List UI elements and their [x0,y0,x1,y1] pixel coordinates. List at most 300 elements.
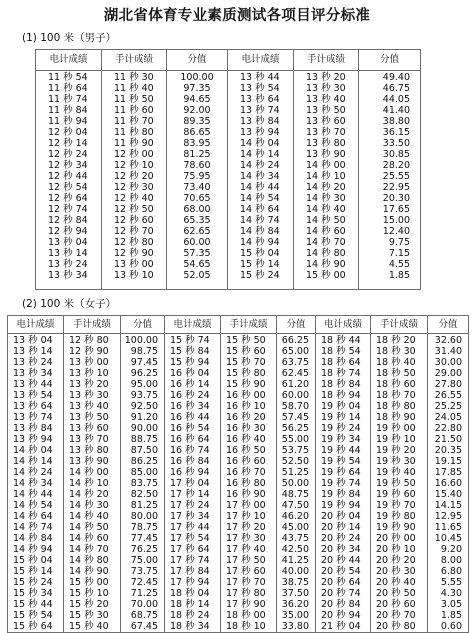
table-cell: 17 秒 50 [226,555,266,566]
table-cell: 55.00 [281,434,309,445]
table-cell: 35.00 [281,610,309,621]
table-cell: 17 秒 64 [170,544,210,555]
table-cell: 14 秒 30 [306,193,346,204]
table-cell: 83.75 [130,478,158,489]
table-cell: 85.00 [130,467,158,478]
table-cell: 19 秒 90 [376,522,416,533]
table-cell: 52.05 [183,270,211,281]
table-cell: 54.65 [183,259,211,270]
table-cell: 16 秒 80 [226,478,266,489]
table-cell: 52.50 [281,456,309,467]
table-cell: 14 秒 94 [13,544,53,555]
table-cell: 18 秒 40 [376,357,416,368]
table-cell: 12 秒 90 [114,248,154,259]
table-cell: 18 秒 80 [376,401,416,412]
table-cell: 19 秒 14 [321,412,361,423]
column-electronic [240,71,293,281]
table-cell: 19 秒 20 [376,445,416,456]
table-cell: 19 秒 74 [321,478,361,489]
table-cell: 20 秒 70 [376,610,416,621]
table-cell: 49.40 [382,72,410,83]
table-cell: 14 秒 70 [306,237,346,248]
table-cell: 12 秒 54 [48,182,88,193]
table-cell: 15 秒 54 [13,610,53,621]
table-cell: 95.00 [130,379,158,390]
table-cell: 90.00 [130,423,158,434]
table-cell: 33.50 [382,138,410,149]
table-cell: 13 秒 70 [69,434,109,445]
table-cell: 20 秒 10 [376,544,416,555]
table-cell: 12 秒 84 [48,215,88,226]
table-cell: 17 秒 44 [170,522,210,533]
table-cell: 14 秒 34 [13,478,53,489]
table-cell: 13 秒 74 [13,412,53,423]
table-cell: 11 秒 64 [48,83,88,94]
table-cell: 15 秒 40 [69,621,109,632]
table-cell: 14 秒 64 [13,511,53,522]
table-cell: 14 秒 44 [13,489,53,500]
table-cell: 13 秒 90 [306,149,346,160]
table-cell: 20 秒 30 [376,566,416,577]
table-cell: 16 秒 60 [226,456,266,467]
table-cell: 15 秒 14 [240,259,280,270]
column-electronic [13,334,63,632]
table-cell: 70.65 [183,193,211,204]
table-cell: 42.50 [281,544,309,555]
table-cell: 15 秒 24 [13,577,53,588]
table-cell: 18 秒 04 [170,588,210,599]
table-cell: 30.85 [382,149,410,160]
table-cell: 53.75 [281,445,309,456]
table-cell: 13 秒 64 [13,401,53,412]
table-cell: 17 秒 40 [226,544,266,555]
table-cell: 14 秒 00 [306,160,346,171]
table-cell: 14.15 [434,500,462,511]
table-cell: 38.75 [281,577,309,588]
table-cell: 18 秒 44 [321,335,361,346]
table-cell: 15 秒 50 [226,335,266,346]
table-cell: 15 秒 14 [13,566,53,577]
table-cell: 13 秒 50 [69,412,109,423]
table-cell: 21.50 [434,434,462,445]
table-cell: 13 秒 20 [69,379,109,390]
table-cell: 16 秒 40 [226,434,266,445]
table-cell: 16 秒 54 [170,423,210,434]
table-cell: 15 秒 00 [306,270,346,281]
table-cell: 13 秒 40 [306,94,346,105]
table-cell: 12 秒 80 [114,237,154,248]
table-cell: 13 秒 54 [240,83,280,94]
table-cell: 12 秒 20 [114,171,154,182]
table-cell: 13 秒 94 [13,434,53,445]
table-cell: 22.80 [434,423,462,434]
table-cell: 11 秒 50 [114,94,154,105]
column-score [277,334,309,632]
table-cell: 12.95 [434,511,462,522]
table-cell: 91.20 [130,412,158,423]
table-cell: 97.35 [183,83,211,94]
table-cell: 1.85 [388,270,410,281]
table-body-row [36,71,421,290]
table-cell: 11 秒 60 [114,105,154,116]
table-cell: 17 秒 60 [226,566,266,577]
table-cell: 82.50 [130,489,158,500]
table-cell: 15 秒 30 [69,610,109,621]
table-cell: 73.75 [130,566,158,577]
column-manual [226,334,276,632]
header-manual: 手计成绩 [371,316,428,334]
table-cell: 20 秒 84 [321,599,361,610]
column-score [359,71,410,281]
table-cell: 14 秒 90 [69,566,109,577]
table-cell: 17.85 [434,467,462,478]
column-electronic [48,71,101,281]
table-cell: 13 秒 10 [114,270,154,281]
table-cell: 19 秒 50 [376,478,416,489]
column-score [167,71,227,281]
table-cell: 13 秒 50 [306,105,346,116]
header-score: 分值 [428,316,469,334]
table-cell: 14 秒 04 [240,138,280,149]
table-cell: 14 秒 44 [240,182,280,193]
table-cell: 17 秒 04 [170,478,210,489]
table-cell: 13 秒 80 [306,138,346,149]
table-cell: 30.00 [434,357,462,368]
table-cell: 13 秒 94 [240,127,280,138]
table-cell: 13 秒 44 [13,379,53,390]
table-cell: 68.00 [183,204,211,215]
table-cell: 21 秒 04 [321,621,361,632]
table-cell: 14 秒 30 [69,500,109,511]
table-cell: 57.45 [281,412,309,423]
table-cell: 8.00 [440,555,462,566]
table-cell: 13 秒 44 [240,72,280,83]
table-cell: 16 秒 94 [170,467,210,478]
table-cell: 12 秒 10 [114,160,154,171]
table-cell: 63.75 [281,357,309,368]
table-cell: 89.35 [183,116,211,127]
table-cell: 20 秒 04 [321,511,361,522]
table-cell: 16 秒 10 [226,401,266,412]
table-cell: 15.00 [382,215,410,226]
table-cell: 14 秒 10 [69,478,109,489]
table-cell: 5.55 [440,577,462,588]
table-cell: 72.45 [130,577,158,588]
column-manual [69,334,120,632]
table-cell: 12.40 [382,226,410,237]
table-cell: 24.05 [434,412,462,423]
table-cell: 12 秒 60 [114,215,154,226]
header-electronic: 电计成绩 [36,50,102,71]
table-cell: 10.45 [434,533,462,544]
table-cell: 19 秒 24 [321,423,361,434]
table-cell: 40.00 [281,566,309,577]
table-cell: 14 秒 10 [306,171,346,182]
page-title: 湖北省体育专业素质测试各项目评分标准 [103,8,371,24]
table-cell: 20 秒 40 [376,577,416,588]
table-cell: 14 秒 84 [13,533,53,544]
table-cell: 13 秒 04 [48,237,88,248]
table-cell: 31.40 [434,346,462,357]
header-electronic: 电计成绩 [165,316,221,334]
table-cell: 17 秒 00 [226,500,266,511]
table-cell: 18 秒 20 [376,335,416,346]
table-cell: 19 秒 10 [376,434,416,445]
table-cell: 16 秒 14 [170,379,210,390]
table-cell: 17 秒 24 [170,500,210,511]
table-cell: 20 秒 60 [376,599,416,610]
table-cell: 62.65 [183,226,211,237]
table-cell: 13 秒 00 [114,259,154,270]
table-cell: 15 秒 80 [226,368,266,379]
table-cell: 66.25 [281,335,309,346]
table-cell: 47.50 [281,500,309,511]
table-cell: 12 秒 40 [114,193,154,204]
table-cell: 17 秒 14 [170,489,210,500]
table-cell: 16 秒 04 [170,368,210,379]
table-cell: 4.55 [388,259,410,270]
column-manual [306,71,358,281]
table-cell: 19 秒 04 [321,401,361,412]
table-cell: 18 秒 94 [321,390,361,401]
table-cell: 19.15 [434,456,462,467]
table-cell: 29.00 [434,368,462,379]
table-cell: 17.65 [382,204,410,215]
table-cell: 14 秒 40 [69,511,109,522]
table-cell: 14 秒 74 [240,215,280,226]
table-cell: 16 秒 64 [170,434,210,445]
table-cell: 88.75 [130,434,158,445]
table-cell: 28.20 [382,160,410,171]
table-cell: 92.00 [183,105,211,116]
table-cell: 76.25 [130,544,158,555]
table-cell: 19 秒 80 [376,511,416,522]
table-cell: 15 秒 24 [240,270,280,281]
table-cell: 15 秒 94 [170,357,210,368]
table-cell: 14 秒 50 [69,522,109,533]
table-cell: 13 秒 60 [69,423,109,434]
table-cell: 13 秒 30 [306,83,346,94]
table-cell: 78.75 [130,522,158,533]
table-cell: 13 秒 70 [306,127,346,138]
table-cell: 11 秒 54 [48,72,88,83]
table-cell: 12 秒 94 [48,226,88,237]
table-cell: 20.35 [434,445,462,456]
table-cell: 18 秒 54 [321,346,361,357]
table-cell: 14 秒 54 [13,500,53,511]
header-score: 分值 [167,50,228,71]
table-cell: 14 秒 40 [306,204,346,215]
table-cell: 9.20 [440,544,462,555]
table-cell: 15 秒 74 [170,335,210,346]
table-cell: 16 秒 34 [170,401,210,412]
table-cell: 18 秒 50 [376,368,416,379]
table-cell: 36.15 [382,127,410,138]
table-cell: 46.20 [281,511,309,522]
table-cell: 16 秒 00 [226,390,266,401]
table-cell: 12 秒 34 [48,160,88,171]
header-electronic: 电计成绩 [8,316,64,334]
section-men-label: (1) 100 米（男子） [22,32,117,44]
table-cell: 18 秒 84 [321,379,361,390]
table-cell: 16 秒 20 [226,412,266,423]
table-cell: 20 秒 00 [376,533,416,544]
table-cell: 12 秒 30 [114,182,154,193]
table-cell: 33.80 [281,621,309,632]
table-cell: 87.50 [130,445,158,456]
table-cell: 78.60 [183,160,211,171]
column-electronic [170,334,220,632]
table-cell: 67.45 [130,621,158,632]
table-cell: 14 秒 74 [13,522,53,533]
table-cell: 12 秒 90 [69,346,109,357]
table-cell: 13 秒 84 [13,423,53,434]
table-cell: 9.75 [388,237,410,248]
table-cell: 19 秒 00 [376,423,416,434]
table-cell: 57.35 [183,248,211,259]
table-cell: 16 秒 50 [226,445,266,456]
table-cell: 14 秒 24 [13,467,53,478]
table-cell: 14 秒 90 [306,259,346,270]
table-cell: 15 秒 70 [226,357,266,368]
table-cell: 14 秒 84 [240,226,280,237]
table-cell: 12 秒 74 [48,204,88,215]
table-cell: 68.75 [130,610,158,621]
column-score [121,334,158,632]
table-cell: 20 秒 54 [321,566,361,577]
table-cell: 86.65 [183,127,211,138]
table-cell: 15 秒 84 [170,346,210,357]
table-cell: 20 秒 24 [321,533,361,544]
table-cell: 44.05 [382,94,410,105]
table-cell: 11 秒 80 [114,127,154,138]
header-score: 分值 [359,50,421,71]
table-cell: 14 秒 20 [306,182,346,193]
table-cell: 17 秒 84 [170,566,210,577]
table-cell: 14 秒 34 [240,171,280,182]
table-cell: 14 秒 24 [240,160,280,171]
table-cell: 73.40 [183,182,211,193]
table-cell: 19 秒 44 [321,445,361,456]
table-cell: 18 秒 00 [226,610,266,621]
table-cell: 61.20 [281,379,309,390]
table-cell: 11 秒 84 [48,105,88,116]
table-cell: 14 秒 20 [69,489,109,500]
table-cell: 18 秒 14 [170,599,210,610]
table-cell: 15 秒 04 [240,248,280,259]
table-cell: 13 秒 90 [69,456,109,467]
table-cell: 15 秒 00 [69,577,109,588]
table-cell: 25.55 [382,171,410,182]
table-cell: 15 秒 64 [13,621,53,632]
table-cell: 62.45 [281,368,309,379]
table-cell: 13 秒 14 [13,346,53,357]
men-100m-table [35,49,421,290]
table-cell: 32.60 [434,335,462,346]
header-score: 分值 [277,316,316,334]
table-cell: 11 秒 94 [48,116,88,127]
table-header-row [8,316,469,334]
table-cell: 22.95 [382,182,410,193]
table-cell: 18 秒 74 [321,368,361,379]
table-header-row [36,50,421,71]
table-cell: 20 秒 14 [321,522,361,533]
table-cell: 60.00 [281,390,309,401]
table-cell: 18 秒 34 [170,621,210,632]
table-cell: 15.40 [434,489,462,500]
header-manual: 手计成绩 [294,50,359,71]
header-manual: 手计成绩 [221,316,277,334]
table-cell: 13 秒 60 [306,116,346,127]
table-cell: 20 秒 20 [376,555,416,566]
table-cell: 17 秒 94 [170,577,210,588]
table-cell: 13 秒 20 [306,72,346,83]
table-cell: 25.25 [434,401,462,412]
header-electronic: 电计成绩 [228,50,294,71]
table-cell: 18 秒 10 [226,621,266,632]
table-cell: 13 秒 54 [13,390,53,401]
table-cell: 13 秒 64 [240,94,280,105]
table-cell: 11.65 [434,522,462,533]
table-cell: 16 秒 84 [170,456,210,467]
table-cell: 12 秒 44 [48,171,88,182]
table-cell: 14 秒 00 [69,467,109,478]
table-cell: 20 秒 44 [321,555,361,566]
table-cell: 93.75 [130,390,158,401]
table-cell: 18 秒 90 [376,412,416,423]
table-cell: 86.25 [130,456,158,467]
header-score: 分值 [121,316,165,334]
table-cell: 19 秒 64 [321,467,361,478]
table-cell: 46.75 [382,83,410,94]
table-cell: 14 秒 60 [69,533,109,544]
table-cell: 27.80 [434,379,462,390]
table-cell: 51.25 [281,467,309,478]
table-cell: 70.00 [130,599,158,610]
table-cell: 17 秒 80 [226,588,266,599]
table-cell: 75.95 [183,171,211,182]
table-cell: 17 秒 34 [170,511,210,522]
table-cell: 14 秒 04 [13,445,53,456]
table-cell: 19 秒 30 [376,456,416,467]
table-cell: 12 秒 24 [48,149,88,160]
table-cell: 12 秒 14 [48,138,88,149]
women-100m-table [7,315,469,633]
table-cell: 13 秒 34 [48,270,88,281]
table-cell: 36.20 [281,599,309,610]
table-cell: 43.75 [281,533,309,544]
table-cell: 13 秒 80 [69,445,109,456]
table-cell: 92.50 [130,401,158,412]
table-cell: 17 秒 70 [226,577,266,588]
table-cell: 14 秒 70 [69,544,109,555]
table-cell: 12 秒 64 [48,193,88,204]
table-cell: 26.55 [434,390,462,401]
table-cell: 13 秒 04 [13,335,53,346]
table-cell: 17 秒 30 [226,533,266,544]
column-electronic [321,334,370,632]
table-cell: 20 秒 50 [376,588,416,599]
table-cell: 98.75 [130,346,158,357]
table-cell: 48.75 [281,489,309,500]
table-cell: 19 秒 84 [321,489,361,500]
table-cell: 41.25 [281,555,309,566]
table-cell: 16 秒 74 [170,445,210,456]
table-cell: 41.40 [382,105,410,116]
column-score [428,334,462,632]
table-cell: 11 秒 30 [114,72,154,83]
table-cell: 18 秒 24 [170,610,210,621]
